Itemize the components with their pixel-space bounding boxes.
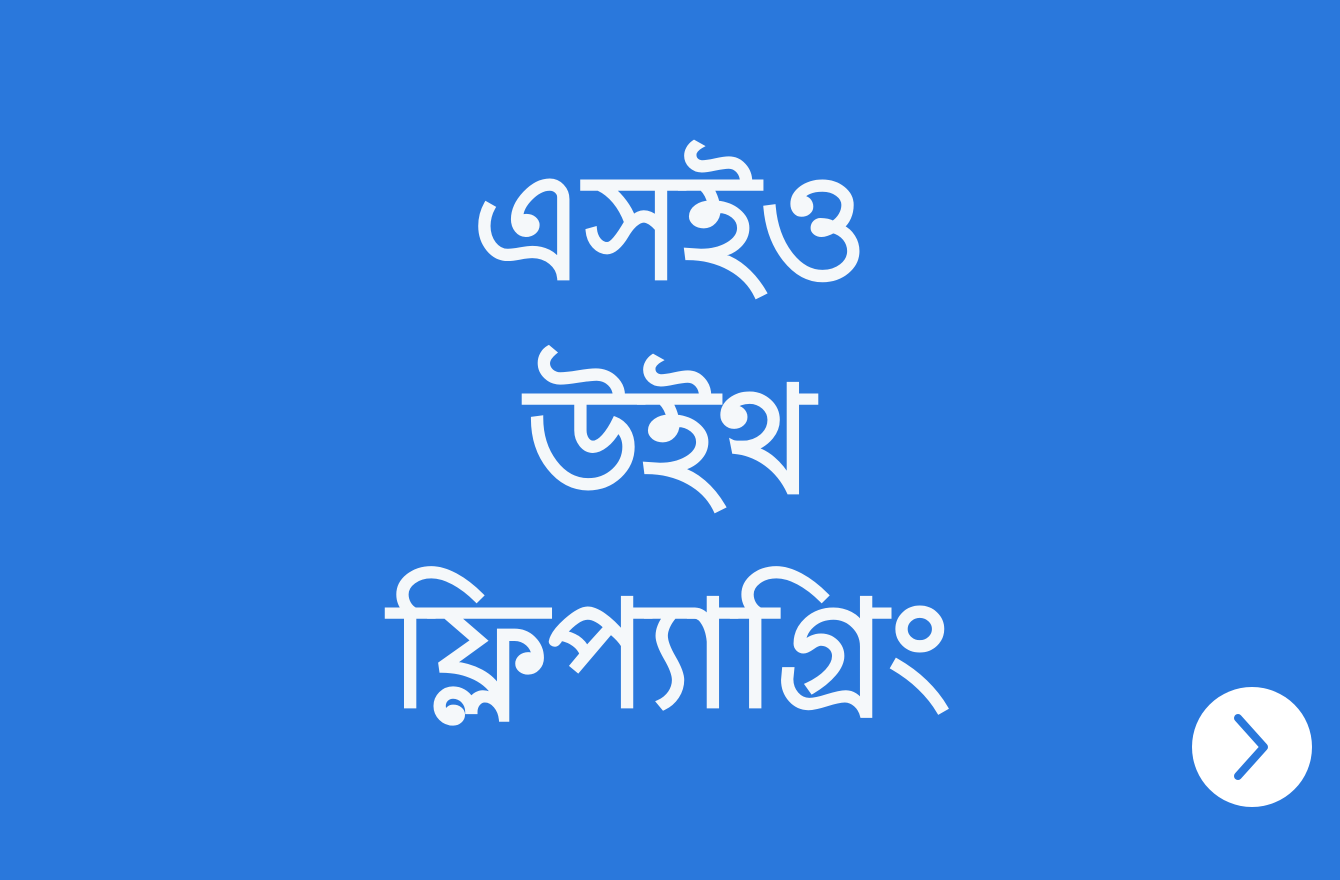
title-line-3: ফ্লিপ্যাগ্রিং [389,569,951,741]
title-line-2: উইথ [525,355,815,527]
chevron-right-icon [1230,712,1274,782]
title-line-1: এসইও [471,141,869,313]
next-button[interactable] [1192,687,1312,807]
slide-title [0,120,1340,762]
